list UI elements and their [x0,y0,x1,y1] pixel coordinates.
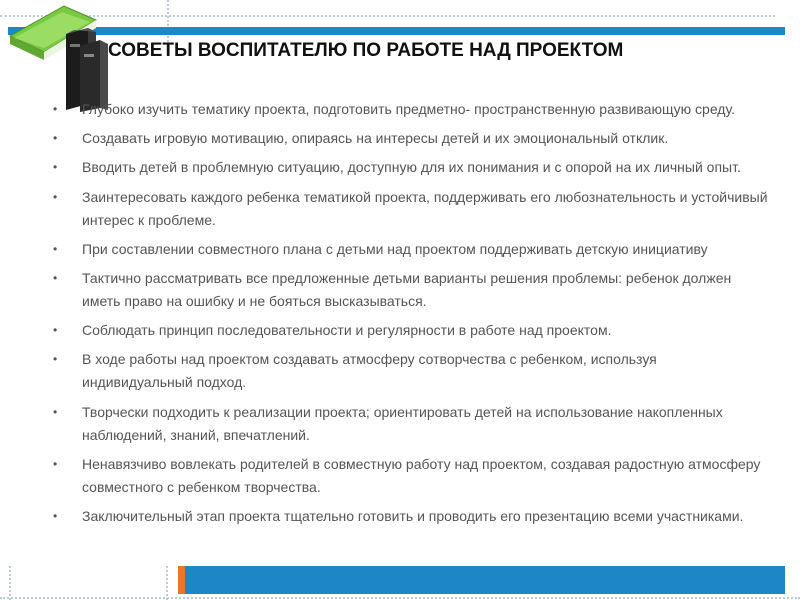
list-item: • Тактично рассматривать все предложенные детьми варианты решения проблемы: ребенок должен иметь право на ошибку и не бояться высказываться. [50,267,770,313]
top-accent-bar [8,27,785,35]
bullet-icon: • [53,508,58,523]
bottom-dotted-line [0,597,800,599]
slide-title: СОВЕТЫ ВОСПИТАТЕЛЮ ПО РАБОТЕ НАД ПРОЕКТОМ [108,40,624,61]
list-item: • Заинтересовать каждого ребенка тематикой проекта, поддерживать его любознательность и устойчивый интерес к проблеме. [50,186,770,232]
list-item: • При составлении совместного плана с детьми над проектом поддерживать детскую инициативу [50,238,770,261]
bullet-icon: • [53,323,58,338]
bullet-icon: • [53,160,58,175]
list-item: • Ненавязчиво вовлекать родителей в совместную работу над проектом, создавая радостную атмосферу совместного с ребенком творчества. [50,453,770,499]
bullet-icon: • [53,270,58,285]
bullet-icon: • [53,404,58,419]
list-item: • Соблюдать принцип последовательности и регулярности в работе над проектом. [50,319,770,342]
top-dotted-line [0,15,775,17]
bottom-vertical-dots-mid [166,566,168,600]
books-icon [4,0,114,112]
list-item: • Вводить детей в проблемную ситуацию, доступную для их понимания и с опорой на их личный опыт. [50,156,770,179]
bottom-accent-bar [185,566,785,594]
list-item: • В ходе работы над проектом создавать атмосферу сотворчества с ребенком, используя индивидуальный подход. [50,348,770,394]
list-item: • Творчески подходить к реализации проекта; ориентировать детей на использование накопленных наблюдений, знаний, впечатлений. [50,401,770,447]
bottom-orange-accent [178,566,185,594]
bullet-icon: • [53,102,58,116]
bullet-icon: • [53,241,58,256]
bullet-icon: • [53,131,58,146]
bullet-icon: • [53,352,58,367]
list-item: • Заключительный этап проекта тщательно готовить и проводить его презентацию всеми участниками. [50,505,770,528]
list-item: • Глубоко изучить тематику проекта, подготовить предметно- пространственную развивающую среду. [50,98,770,121]
list-item: • Создавать игровую мотивацию, опираясь на интересы детей и их эмоциональный отклик. [50,127,770,150]
bullet-icon: • [53,189,58,204]
bullet-icon: • [53,456,58,471]
advice-list [50,98,770,534]
bottom-vertical-dots-left [9,566,11,600]
